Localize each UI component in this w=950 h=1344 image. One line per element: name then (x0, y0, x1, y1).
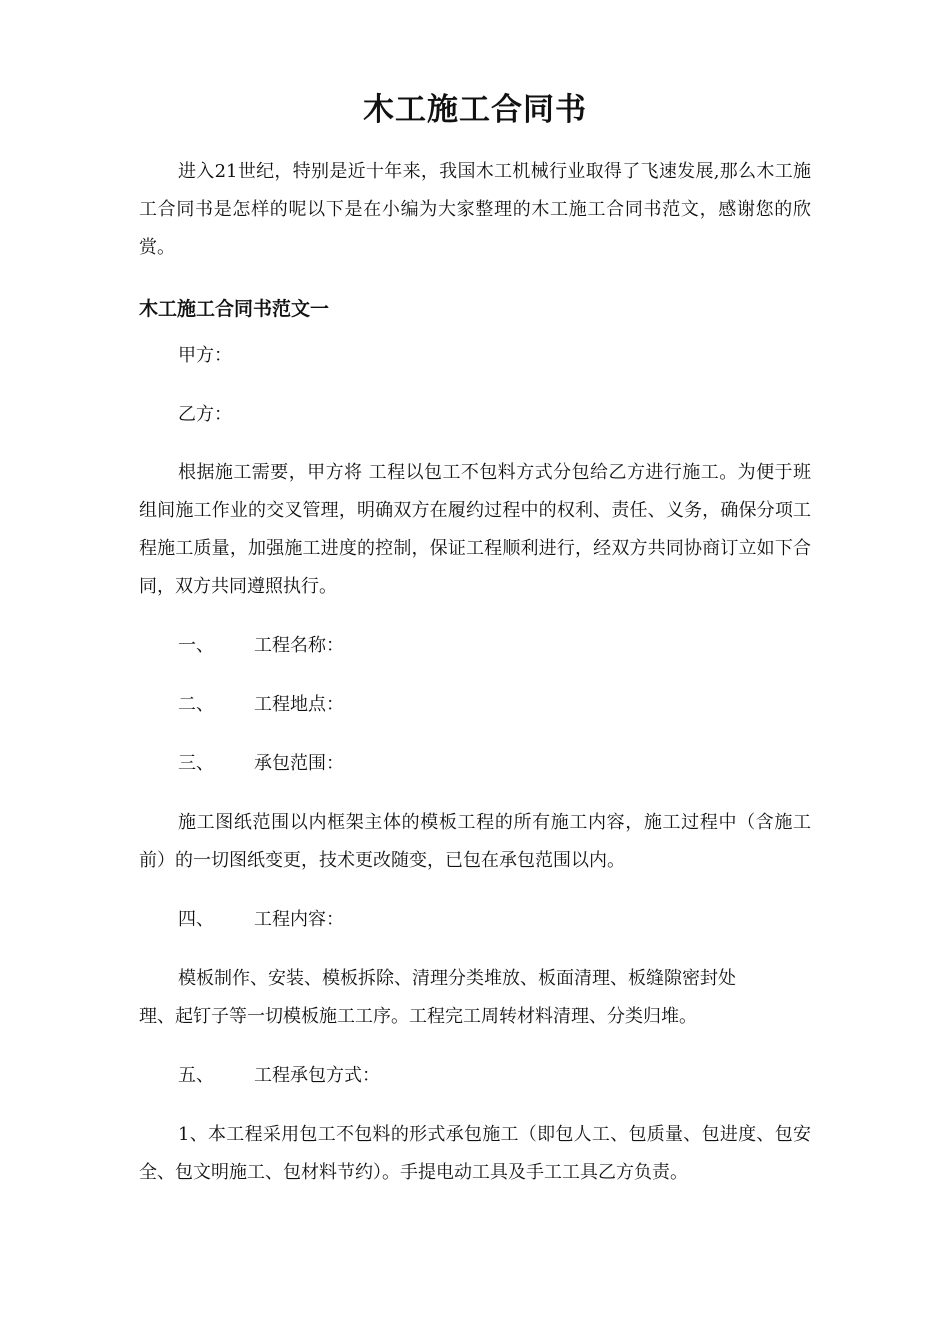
clause-number: 一、 (178, 635, 214, 656)
clause-label: 承包范围： (254, 753, 344, 774)
document-title: 木工施工合同书 (363, 92, 587, 128)
clause-number: 二、 (178, 694, 214, 715)
content-paragraph-line-2: 理、起钉子等一切模板施工工序。工程完工周转材料清理、分类归堆。 (139, 1006, 697, 1027)
content-paragraph-line-1: 模板制作、安装、模板拆除、清理分类堆放、板面清理、板缝隙密封处 (178, 968, 736, 989)
clause-number: 四、 (178, 909, 214, 930)
clause-contract-scope (178, 745, 344, 783)
clause-contract-mode (178, 1057, 380, 1095)
clause-number: 三、 (178, 753, 214, 774)
clause-project-name (178, 627, 344, 665)
clause-number: 五、 (178, 1065, 214, 1086)
mode-paragraph: 1、本工程采用包工不包料的形式承包施工（即包人工、包质量、包进度、包安全、包文明施工、包材料节约）。手提电动工具及手工工具乙方负责。 (139, 1124, 811, 1183)
clause-project-location (178, 686, 344, 724)
clause-label: 工程地点： (254, 694, 344, 715)
clause-label: 工程承包方式： (254, 1065, 380, 1086)
preamble-paragraph: 根据施工需要，甲方将 工程以包工不包料方式分包给乙方进行施工。为便于班组间施工作业的交叉管理，明确双方在履约过程中的权利、责任、义务，确保分项工程施工质量，加强施工进度的控制，保证工程顺利进行，经双方共同协商订立如下合同，双方共同遵照执行。 (139, 462, 811, 597)
party-b-label: 乙方： (178, 404, 232, 425)
scope-paragraph: 施工图纸范围以内框架主体的模板工程的所有施工内容，施工过程中（含施工前）的一切图纸变更，技术更改随变，已包在承包范围以内。 (139, 812, 811, 871)
clause-label: 工程内容： (254, 909, 344, 930)
clause-label: 工程名称： (254, 635, 344, 656)
intro-paragraph: 进入21世纪，特别是近十年来，我国木工机械行业取得了飞速发展,那么木工施工合同书是怎样的呢以下是在小编为大家整理的木工施工合同书范文，感谢您的欣赏。 (139, 161, 811, 258)
party-a-label: 甲方： (178, 345, 232, 366)
section-heading: 木工施工合同书范文一 (139, 298, 330, 320)
clause-project-content (178, 901, 344, 939)
